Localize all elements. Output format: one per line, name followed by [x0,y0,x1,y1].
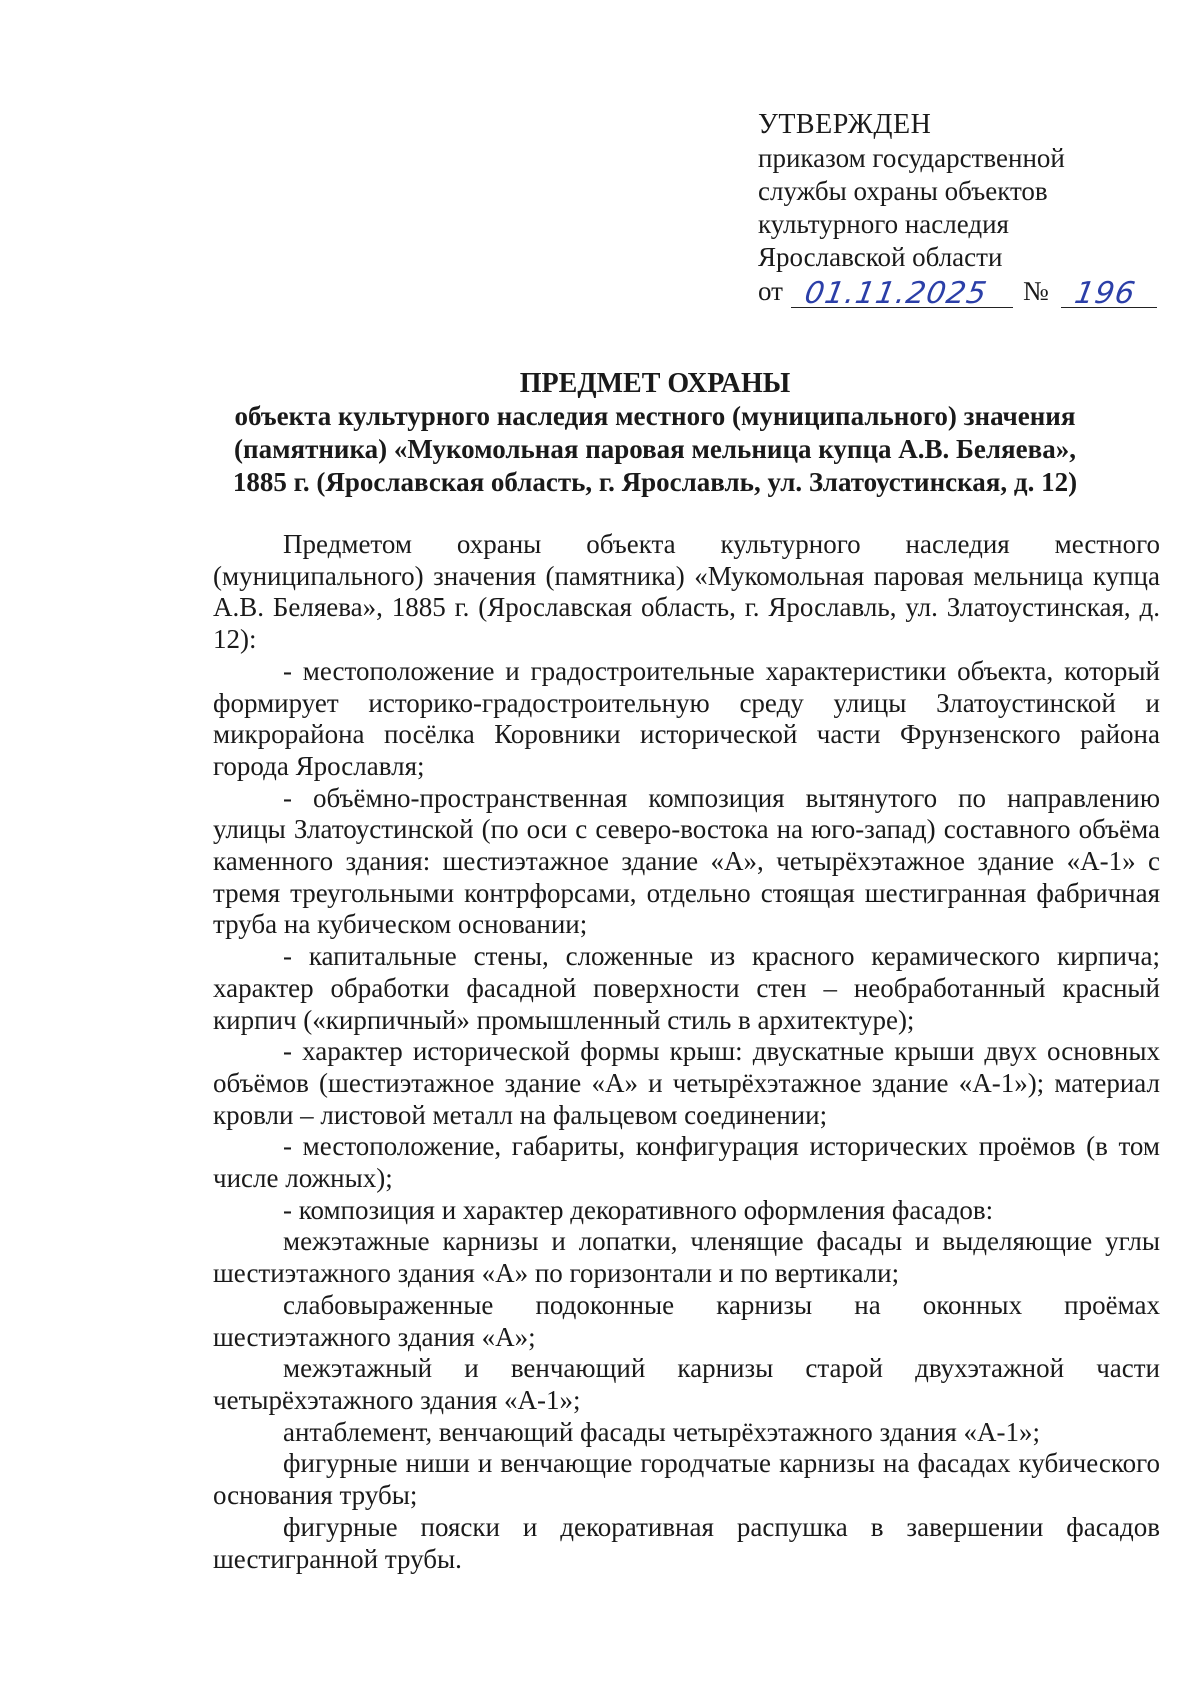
approval-line: приказом государственной [758,143,1065,173]
paragraph-subitem: межэтажный и венчающий карнизы старой двухэтажной части четырёхэтажного здания «А-1»; [213,1353,1160,1415]
title-line: объекта культурного наследия местного (муниципального) значения [234,401,1076,431]
paragraph-intro: Предметом охраны объекта культурного наследия местного (муниципального) значения (памятника) «Мукомольная паровая мельница купца А.В. Беляева», 1885 г. (Ярославская область, г. Ярославль, ул. Златоустинская, д. 12): [213,529,1160,655]
paragraph-subitem: слабовыраженные подоконные карнизы на оконных проёмах шестиэтажного здания «А»; [213,1289,1160,1352]
approval-line: Ярославской области [758,242,1003,272]
paragraph-subitem: фигурные пояски и декоративная распушка в завершении фасадов шестигранной трубы. [213,1511,1160,1574]
paragraph-subitem: антаблемент, венчающий фасады четырёхэтажного здания «А-1»; [283,1416,1041,1447]
approval-block [758,108,1178,311]
approval-heading: УТВЕРЖДЕН [758,109,932,140]
order-number-field [1061,276,1157,311]
paragraph-item: - характер исторической формы крыш: двускатные крыши двух основных объёмов (шестиэтажное здание «А» и четырёхэтажное здание «А-1»); материал кровли – листовой металл на фальцевом соединении; [213,1036,1160,1130]
date-prefix: от [758,276,783,306]
document-body [213,529,1160,1575]
order-date-field [791,276,1013,311]
paragraph-item: - местоположение и градостроительные характеристики объекта, который формирует историко-градостроительную среду улицы Златоустинской и микрорайона посёлка Коровники исторической части Фрунзенского района города Ярославля; [213,655,1160,781]
title-line: 1885 г. (Ярославская область, г. Ярославль, ул. Златоустинская, д. 12) [232,467,1078,497]
document-title [130,367,1180,499]
approval-line: культурного наследия [758,209,1009,239]
paragraph-subitem: фигурные ниши и венчающие городчатые карнизы на фасадах кубического основания трубы; [213,1448,1160,1511]
handwritten-date: 01.11.2025 [801,276,990,311]
number-label: № [1022,276,1049,306]
order-date-number-row [758,274,1178,311]
paragraph-item: - капитальные стены, сложенные из красного керамического кирпича; характер обработки фасадной поверхности стен – необработанный красный кирпич («кирпичный» промышленный стиль в архитектуре); [213,941,1160,1035]
paragraph-item: - композиция и характер декоративного оформления фасадов: [283,1194,994,1225]
handwritten-number: 196 [1071,276,1139,311]
paragraph-item: - объёмно-пространственная композиция вытянутого по направлению улицы Златоустинской (по оси с северо-востока на юго-запад) составного объёма каменного здания: шестиэтажное здание «А», четырёхэтажное здание «А-1» с тремя треугольными контрфорсами, отдельно стоящая шестигранная фабричная труба на кубическом основании; [213,782,1160,940]
title-line: (памятника) «Мукомольная паровая мельница купца А.В. Беляева», [234,434,1076,464]
paragraph-subitem: межэтажные карнизы и лопатки, членящие фасады и выделяющие углы шестиэтажного здания «А» по горизонтали и по вертикали; [213,1226,1160,1289]
paragraph-item: - местоположение, габариты, конфигурация исторических проёмов (в том числе ложных); [213,1131,1160,1194]
approval-line: службы охраны объектов [758,176,1048,206]
title-main: ПРЕДМЕТ ОХРАНЫ [519,368,791,399]
